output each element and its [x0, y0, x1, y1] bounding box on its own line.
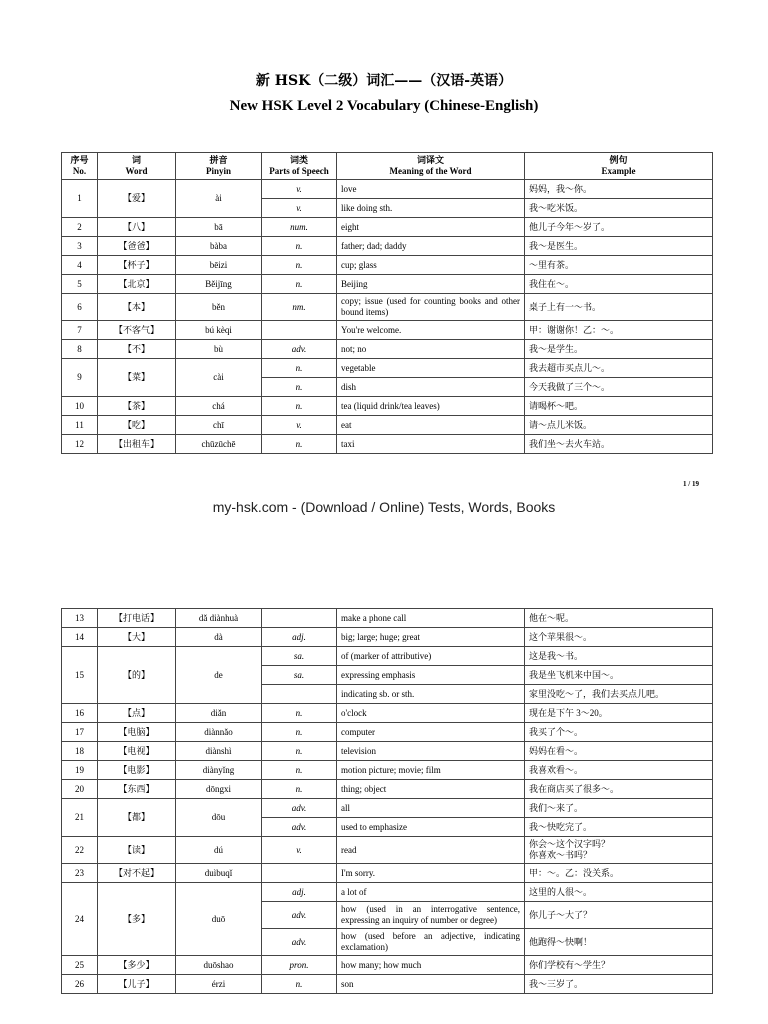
entry-number: 8: [62, 340, 98, 359]
site-footer-banner: my-hsk.com - (Download / Online) Tests, Words, Books: [212, 499, 556, 515]
table-row: [62, 435, 713, 454]
entry-pinyin: dú: [176, 837, 262, 864]
entry-number: 20: [62, 780, 98, 799]
entry-word: 【菜】: [98, 359, 176, 397]
entry-number: 6: [62, 294, 98, 321]
entry-meaning: not; no: [337, 340, 525, 359]
entry-number: 3: [62, 237, 98, 256]
entry-part-of-speech: sa.: [262, 647, 337, 666]
entry-example: 我～吃米饭。: [525, 199, 713, 218]
table-row: [62, 956, 713, 975]
entry-part-of-speech: adj.: [262, 883, 337, 902]
entry-number: 4: [62, 256, 98, 275]
entry-number: 15: [62, 647, 98, 704]
entry-example: 我在商店买了很多～。: [525, 780, 713, 799]
entry-part-of-speech: [262, 321, 337, 340]
entry-example: 我～是医生。: [525, 237, 713, 256]
entry-word: 【不客气】: [98, 321, 176, 340]
vocabulary-table-1: [61, 152, 713, 454]
entry-meaning: taxi: [337, 435, 525, 454]
entry-part-of-speech: adj.: [262, 628, 337, 647]
entry-example: 妈妈，我～你。: [525, 180, 713, 199]
table-row: [62, 883, 713, 902]
entry-number: 17: [62, 723, 98, 742]
entry-word: 【杯子】: [98, 256, 176, 275]
entry-example: 甲：谢谢你！乙：～。: [525, 321, 713, 340]
entry-number: 21: [62, 799, 98, 837]
entry-number: 23: [62, 864, 98, 883]
table-row: [62, 609, 713, 628]
entry-number: 18: [62, 742, 98, 761]
entry-pinyin: érzi: [176, 975, 262, 994]
entry-number: 26: [62, 975, 98, 994]
entry-number: 11: [62, 416, 98, 435]
entry-part-of-speech: n.: [262, 397, 337, 416]
entry-example: 我们坐～去火车站。: [525, 435, 713, 454]
table-row: [62, 180, 713, 199]
entry-meaning: vegetable: [337, 359, 525, 378]
entry-number: 25: [62, 956, 98, 975]
header-no: 序号 No.: [62, 153, 98, 180]
entry-part-of-speech: n.: [262, 435, 337, 454]
entry-word: 【爸爸】: [98, 237, 176, 256]
entry-part-of-speech: n.: [262, 378, 337, 397]
entry-word: 【电影】: [98, 761, 176, 780]
entry-word: 【爱】: [98, 180, 176, 218]
entry-meaning: copy; issue (used for counting books and other bound items): [337, 294, 525, 321]
table-row: [62, 628, 713, 647]
header-row: [62, 153, 713, 180]
table-row: [62, 256, 713, 275]
table-row: [62, 975, 713, 994]
entry-part-of-speech: [262, 864, 337, 883]
entry-word: 【出租车】: [98, 435, 176, 454]
entry-pinyin: dōngxi: [176, 780, 262, 799]
entry-word: 【吃】: [98, 416, 176, 435]
table-row: [62, 647, 713, 666]
entry-number: 9: [62, 359, 98, 397]
entry-word: 【电脑】: [98, 723, 176, 742]
entry-number: 1: [62, 180, 98, 218]
table-row: [62, 359, 713, 378]
entry-example: 今天我做了三个～。: [525, 378, 713, 397]
header-example: 例句 Example: [525, 153, 713, 180]
entry-word: 【点】: [98, 704, 176, 723]
entry-meaning: dish: [337, 378, 525, 397]
entry-pinyin: cài: [176, 359, 262, 397]
entry-word: 【不】: [98, 340, 176, 359]
entry-part-of-speech: n.: [262, 237, 337, 256]
entry-meaning: You're welcome.: [337, 321, 525, 340]
entry-word: 【都】: [98, 799, 176, 837]
entry-part-of-speech: sa.: [262, 666, 337, 685]
entry-meaning: cup; glass: [337, 256, 525, 275]
entry-pinyin: Běijīng: [176, 275, 262, 294]
entry-meaning: father; dad; daddy: [337, 237, 525, 256]
table-row: [62, 294, 713, 321]
entry-example: 请喝杯～吧。: [525, 397, 713, 416]
entry-example: 你们学校有～学生？: [525, 956, 713, 975]
vocabulary-table-2-body: [62, 609, 713, 994]
entry-part-of-speech: n.: [262, 704, 337, 723]
entry-part-of-speech: v.: [262, 837, 337, 864]
entry-pinyin: bú kèqi: [176, 321, 262, 340]
entry-part-of-speech: adv.: [262, 818, 337, 837]
table-row: [62, 416, 713, 435]
entry-number: 5: [62, 275, 98, 294]
table-row: [62, 397, 713, 416]
entry-example: 你儿子～大了？: [525, 902, 713, 929]
entry-word: 【打电话】: [98, 609, 176, 628]
entry-meaning: Beijing: [337, 275, 525, 294]
entry-example: 他在～呢。: [525, 609, 713, 628]
entry-number: 24: [62, 883, 98, 956]
entry-example: 他跑得～快啊！: [525, 929, 713, 956]
entry-part-of-speech: n.: [262, 780, 337, 799]
entry-pinyin: diànshì: [176, 742, 262, 761]
entry-word: 【读】: [98, 837, 176, 864]
entry-meaning: of (marker of attributive): [337, 647, 525, 666]
table-row: [62, 799, 713, 818]
vocabulary-table-2: [61, 608, 713, 994]
entry-example: 我～三岁了。: [525, 975, 713, 994]
entry-meaning: a lot of: [337, 883, 525, 902]
table-row: [62, 237, 713, 256]
entry-example: 我是坐飞机来中国～。: [525, 666, 713, 685]
page-number: 1 / 19: [683, 480, 699, 488]
table-row: [62, 321, 713, 340]
entry-example: 这是我～书。: [525, 647, 713, 666]
entry-part-of-speech: v.: [262, 416, 337, 435]
entry-meaning: tea (liquid drink/tea leaves): [337, 397, 525, 416]
entry-pinyin: ài: [176, 180, 262, 218]
entry-pinyin: bù: [176, 340, 262, 359]
entry-pinyin: bēizi: [176, 256, 262, 275]
entry-number: 13: [62, 609, 98, 628]
entry-meaning: expressing emphasis: [337, 666, 525, 685]
entry-part-of-speech: [262, 609, 337, 628]
entry-example: 你会～这个汉字吗？ 你喜欢～书吗？: [525, 837, 713, 864]
header-word: 词 Word: [98, 153, 176, 180]
entry-part-of-speech: n.: [262, 742, 337, 761]
entry-pinyin: bàba: [176, 237, 262, 256]
table-row: [62, 742, 713, 761]
entry-word: 【茶】: [98, 397, 176, 416]
entry-part-of-speech: n.: [262, 723, 337, 742]
entry-example: ～里有茶。: [525, 256, 713, 275]
entry-meaning: make a phone call: [337, 609, 525, 628]
entry-meaning: used to emphasize: [337, 818, 525, 837]
entry-number: 12: [62, 435, 98, 454]
entry-pinyin: chá: [176, 397, 262, 416]
entry-meaning: how (used before an adjective, indicating exclamation): [337, 929, 525, 956]
entry-word: 【东西】: [98, 780, 176, 799]
entry-part-of-speech: adv.: [262, 340, 337, 359]
entry-word: 【儿子】: [98, 975, 176, 994]
entry-meaning: indicating sb. or sth.: [337, 685, 525, 704]
entry-example: 我们～来了。: [525, 799, 713, 818]
entry-meaning: big; large; huge; great: [337, 628, 525, 647]
vocabulary-table-1-body: [62, 180, 713, 454]
entry-pinyin: duō: [176, 883, 262, 956]
entry-example: 妈妈在看～。: [525, 742, 713, 761]
entry-pinyin: dà: [176, 628, 262, 647]
entry-number: 19: [62, 761, 98, 780]
entry-pinyin: duìbuqǐ: [176, 864, 262, 883]
entry-number: 14: [62, 628, 98, 647]
header-meaning: 词译文 Meaning of the Word: [337, 153, 525, 180]
entry-example: 我去超市买点儿～。: [525, 359, 713, 378]
entry-meaning: television: [337, 742, 525, 761]
entry-meaning: how many; how much: [337, 956, 525, 975]
entry-example: 甲：～。乙：没关系。: [525, 864, 713, 883]
entry-word: 【电视】: [98, 742, 176, 761]
entry-word: 【多】: [98, 883, 176, 956]
entry-word: 【对不起】: [98, 864, 176, 883]
entry-pinyin: bā: [176, 218, 262, 237]
entry-meaning: o'clock: [337, 704, 525, 723]
entry-example: 桌子上有一～书。: [525, 294, 713, 321]
entry-meaning: motion picture; movie; film: [337, 761, 525, 780]
page-title-english: New HSK Level 2 Vocabulary (Chinese-English): [229, 98, 539, 114]
entry-meaning: I'm sorry.: [337, 864, 525, 883]
entry-meaning: read: [337, 837, 525, 864]
entry-part-of-speech: adv.: [262, 799, 337, 818]
entry-meaning: son: [337, 975, 525, 994]
entry-pinyin: diànyǐng: [176, 761, 262, 780]
entry-part-of-speech: nm.: [262, 294, 337, 321]
entry-word: 【本】: [98, 294, 176, 321]
entry-number: 2: [62, 218, 98, 237]
entry-word: 【的】: [98, 647, 176, 704]
entry-example: 我～快吃完了。: [525, 818, 713, 837]
table-row: [62, 864, 713, 883]
entry-pinyin: duōshao: [176, 956, 262, 975]
table-row: [62, 704, 713, 723]
entry-pinyin: dōu: [176, 799, 262, 837]
table-row: [62, 837, 713, 864]
entry-meaning: eat: [337, 416, 525, 435]
entry-pinyin: dǎ diànhuà: [176, 609, 262, 628]
entry-meaning: all: [337, 799, 525, 818]
entry-meaning: love: [337, 180, 525, 199]
entry-part-of-speech: v.: [262, 199, 337, 218]
entry-example: 他儿子今年～岁了。: [525, 218, 713, 237]
entry-part-of-speech: pron.: [262, 956, 337, 975]
entry-pinyin: de: [176, 647, 262, 704]
entry-meaning: eight: [337, 218, 525, 237]
entry-example: 我～是学生。: [525, 340, 713, 359]
entry-part-of-speech: n.: [262, 975, 337, 994]
entry-part-of-speech: n.: [262, 761, 337, 780]
entry-part-of-speech: v.: [262, 180, 337, 199]
entry-example: 请～点儿米饭。: [525, 416, 713, 435]
entry-word: 【北京】: [98, 275, 176, 294]
entry-pinyin: chūzūchē: [176, 435, 262, 454]
entry-example: 家里没吃～了，我们去买点儿吧。: [525, 685, 713, 704]
entry-part-of-speech: num.: [262, 218, 337, 237]
entry-word: 【八】: [98, 218, 176, 237]
entry-word: 【大】: [98, 628, 176, 647]
entry-part-of-speech: [262, 685, 337, 704]
entry-meaning: like doing sth.: [337, 199, 525, 218]
entry-example: 这里的人很～。: [525, 883, 713, 902]
entry-example: 我买了个～。: [525, 723, 713, 742]
table-row: [62, 275, 713, 294]
entry-meaning: thing; object: [337, 780, 525, 799]
entry-part-of-speech: adv.: [262, 929, 337, 956]
page-title-chinese: 新 HSK（二级）词汇——（汉语-英语）: [255, 73, 513, 89]
entry-pinyin: diǎn: [176, 704, 262, 723]
entry-example: 现在是下午 3～20。: [525, 704, 713, 723]
entry-number: 16: [62, 704, 98, 723]
table-row: [62, 218, 713, 237]
entry-example: 这个苹果很～。: [525, 628, 713, 647]
entry-number: 7: [62, 321, 98, 340]
table-row: [62, 340, 713, 359]
header-pinyin: 拼音 Pinyin: [176, 153, 262, 180]
entry-number: 10: [62, 397, 98, 416]
entry-pinyin: chī: [176, 416, 262, 435]
entry-meaning: how (used in an interrogative sentence, expressing an inquiry of number or degree): [337, 902, 525, 929]
entry-example: 我喜欢看～。: [525, 761, 713, 780]
table-row: [62, 780, 713, 799]
entry-word: 【多少】: [98, 956, 176, 975]
header-part-of-speech: 词类 Parts of Speech: [262, 153, 337, 180]
entry-pinyin: diànnǎo: [176, 723, 262, 742]
table-row: [62, 761, 713, 780]
entry-part-of-speech: adv.: [262, 902, 337, 929]
entry-meaning: computer: [337, 723, 525, 742]
entry-pinyin: běn: [176, 294, 262, 321]
entry-part-of-speech: n.: [262, 275, 337, 294]
table-row: [62, 723, 713, 742]
entry-part-of-speech: n.: [262, 256, 337, 275]
entry-number: 22: [62, 837, 98, 864]
entry-example: 我住在～。: [525, 275, 713, 294]
entry-part-of-speech: n.: [262, 359, 337, 378]
